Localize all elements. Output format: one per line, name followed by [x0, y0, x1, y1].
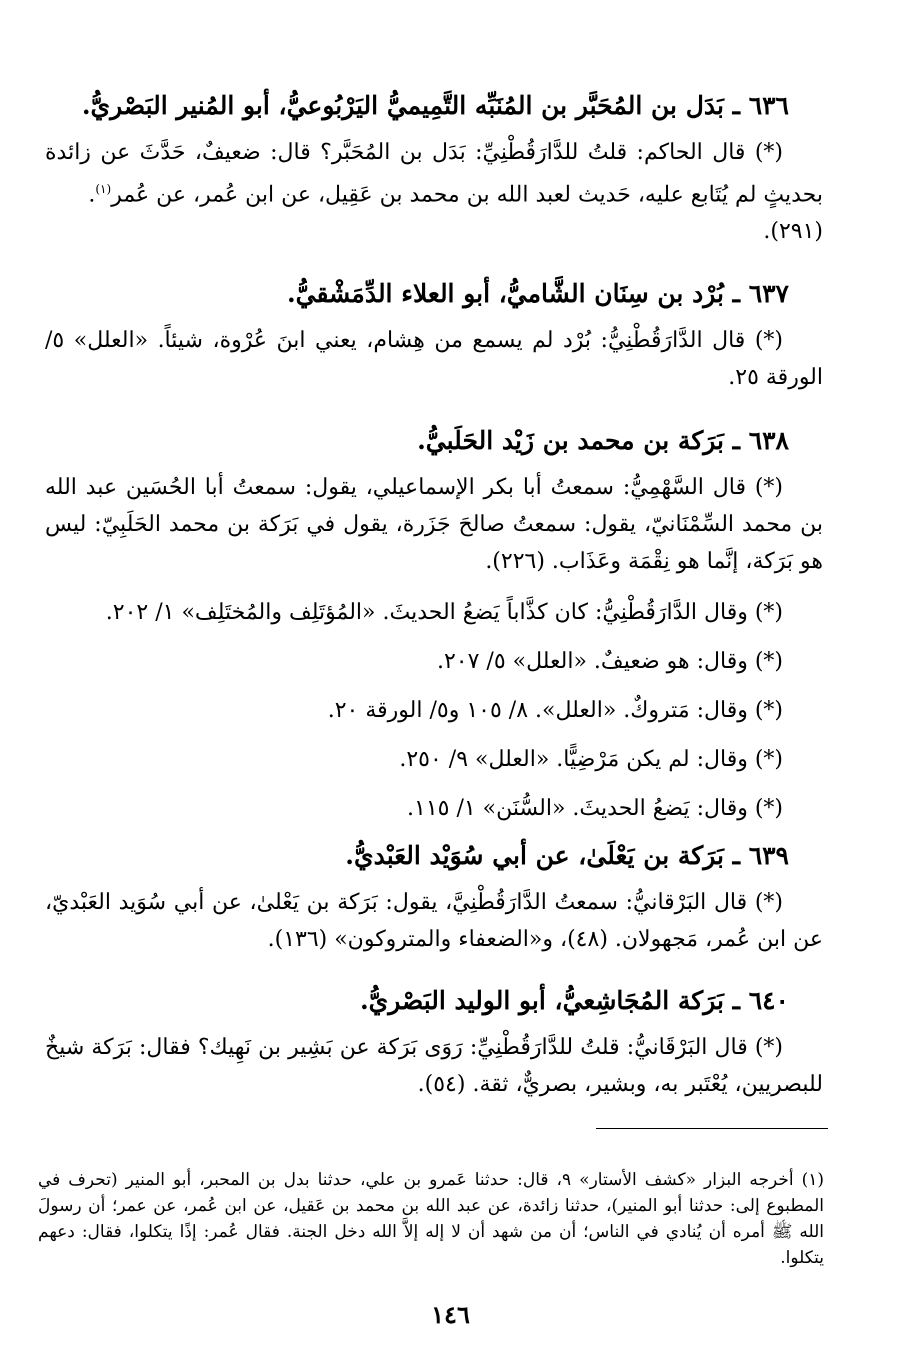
footnote-separator — [596, 1128, 828, 1129]
footnote-reference[interactable]: (١) — [95, 182, 112, 196]
entry-sub-item: (*) وقال: لم يكن مَرْضِيًّا. «العلل» ٩/ ٢٥٠. — [399, 747, 783, 772]
entry-sub-item: (*) وقال: يَضعُ الحديثَ. «السُّنَن» ١/ ١١٥. — [407, 796, 783, 821]
entry-paragraph: (*) قال البَرْقَانيُّ: قلتُ للدَّارَقُطْنِيِّ: رَوَى بَرَكة عن بَشِير بن نَهِيك؟ فقال: بَرَكة شيخٌ للبصريين، يُعْتَبر به، وبشير، بصريٌّ، ثقة. (٥٤). — [45, 1035, 823, 1097]
entry-sub-item: (*) وقال: هو ضعيفٌ. «العلل» ٥/ ٢٠٧. — [436, 649, 783, 674]
entry-title: ٦٤٠ ـ بَرَكة المُجَاشِعيُّ، أبو الوليد البَصْريُّ. — [359, 986, 789, 1015]
entry-title: ٦٣٦ ـ بَدَل بن المُحَبَّر بن المُنَبِّه التَّمِيميُّ اليَرْبُوعيُّ، أبو المُنير البَصْريُّ. — [81, 91, 789, 120]
entry-title: ٦٣٩ ـ بَرَكة بن يَعْلَىٰ، عن أبي سُوَيْد العَبْديُّ. — [345, 841, 789, 870]
entry-sub-item: (*) وقال الدَّارَقُطْنِيُّ: كان كذَّاباً يَضعُ الحديثَ. «المُؤتَلِف والمُختَلِف» ١/ ٢٠٢. — [105, 600, 783, 625]
entry-paragraph: (٢٩١). — [763, 219, 823, 245]
entry-638 — [45, 425, 823, 839]
entry-title: ٦٣٧ ـ بُرْد بن سِنَان الشَّاميُّ، أبو العلاء الدِّمَشْقيُّ. — [286, 279, 789, 308]
entry-sub-item: (*) وقال: مَتروكٌ. «العلل». ٨/ ١٠٥ و٥/ الورقة ٢٠. — [327, 698, 783, 723]
entry-title: ٦٣٨ ـ بَرَكة بن محمد بن زَيْد الحَلَبيُّ. — [417, 426, 789, 455]
entry-paragraph: (*) قال الدَّارَقُطْنِيُّ: بُرْد لم يسمع من هِشام، يعني ابنَ عُرْوة، شيئاً. «العلل» ٥/ الورقة ٢٥. — [45, 328, 823, 390]
entry-paragraph: (*) قال الحاكم: قلتُ للدَّارَقُطْنِيِّ: بَدَل بن المُحَبَّر؟ قال: ضعيفٌ، حَدَّثَ عن زائدة بحديثٍ لم يُتَابع عليه، حَديث لعبد الله بن محمد بن عَقِيل، عن ابن عُمر، عن عُمر$^{(١)}$. — [45, 140, 823, 208]
footnote: (١) أخرجه البزار «كشف الأستار» ٩، قال: حدثنا عَمرو بن علي، حدثنا بدل بن المحبر، أبو المنير (تحرف في المطبوع إلى: حدثنا أبو المنير)، حدثنا زائدة، عن عبد الله بن محمد بن عَقيل، عن ابن عُمر، عن عمر؛ أن رسولَ الله ﷺ أمره أن يُنادي في الناس؛ أن من شهد أن لا إله إلاَّ الله دخل الجنة. فقال عُمر: إذًا يتكلوا، فقال: دعهم يتكلوا. — [38, 1170, 824, 1268]
entry-text: (*) قال الحاكم: قلتُ للدَّارَقُطْنِيِّ: بَدَل بن المُحَبَّر؟ قال: ضعيفٌ، حَدَّثَ عن زائدة بحديثٍ لم يُتَابع عليه، حَديث لعبد الله بن محمد بن عَقِيل، عن ابن عُمر، عن عُمر — [45, 140, 823, 208]
entry-paragraph: (*) قال البَرْقانيُّ: سمعتُ الدَّارَقُطْنِيَّ، يقول: بَرَكة بن يَعْلىٰ، عن أبي سُوَيد العَبْديّ، عن ابن عُمر، مَجهولان. (٤٨)، و«الضعفاء والمتروكون» (١٣٦). — [45, 890, 823, 952]
page-number: ١٤٦ — [431, 1300, 470, 1329]
entry-637 — [45, 278, 823, 396]
entry-636 — [45, 90, 823, 250]
entry-640 — [45, 985, 823, 1103]
entry-639 — [45, 840, 823, 958]
entry-paragraph: (*) قال السَّهْمِيُّ: سمعتُ أبا بكر الإسماعيلي، يقول: سمعتُ أبا الحُسَين عبد الله بن محمد السِّمْنَانيّ، يقول: سمعتُ صالحَ جَزَرة، يقول في بَرَكة بن محمد الحَلَبِيّ: ليس هو بَرَكة، إنَّما هو نِقْمَة وعَذَاب. (٢٢٦). — [45, 475, 823, 574]
